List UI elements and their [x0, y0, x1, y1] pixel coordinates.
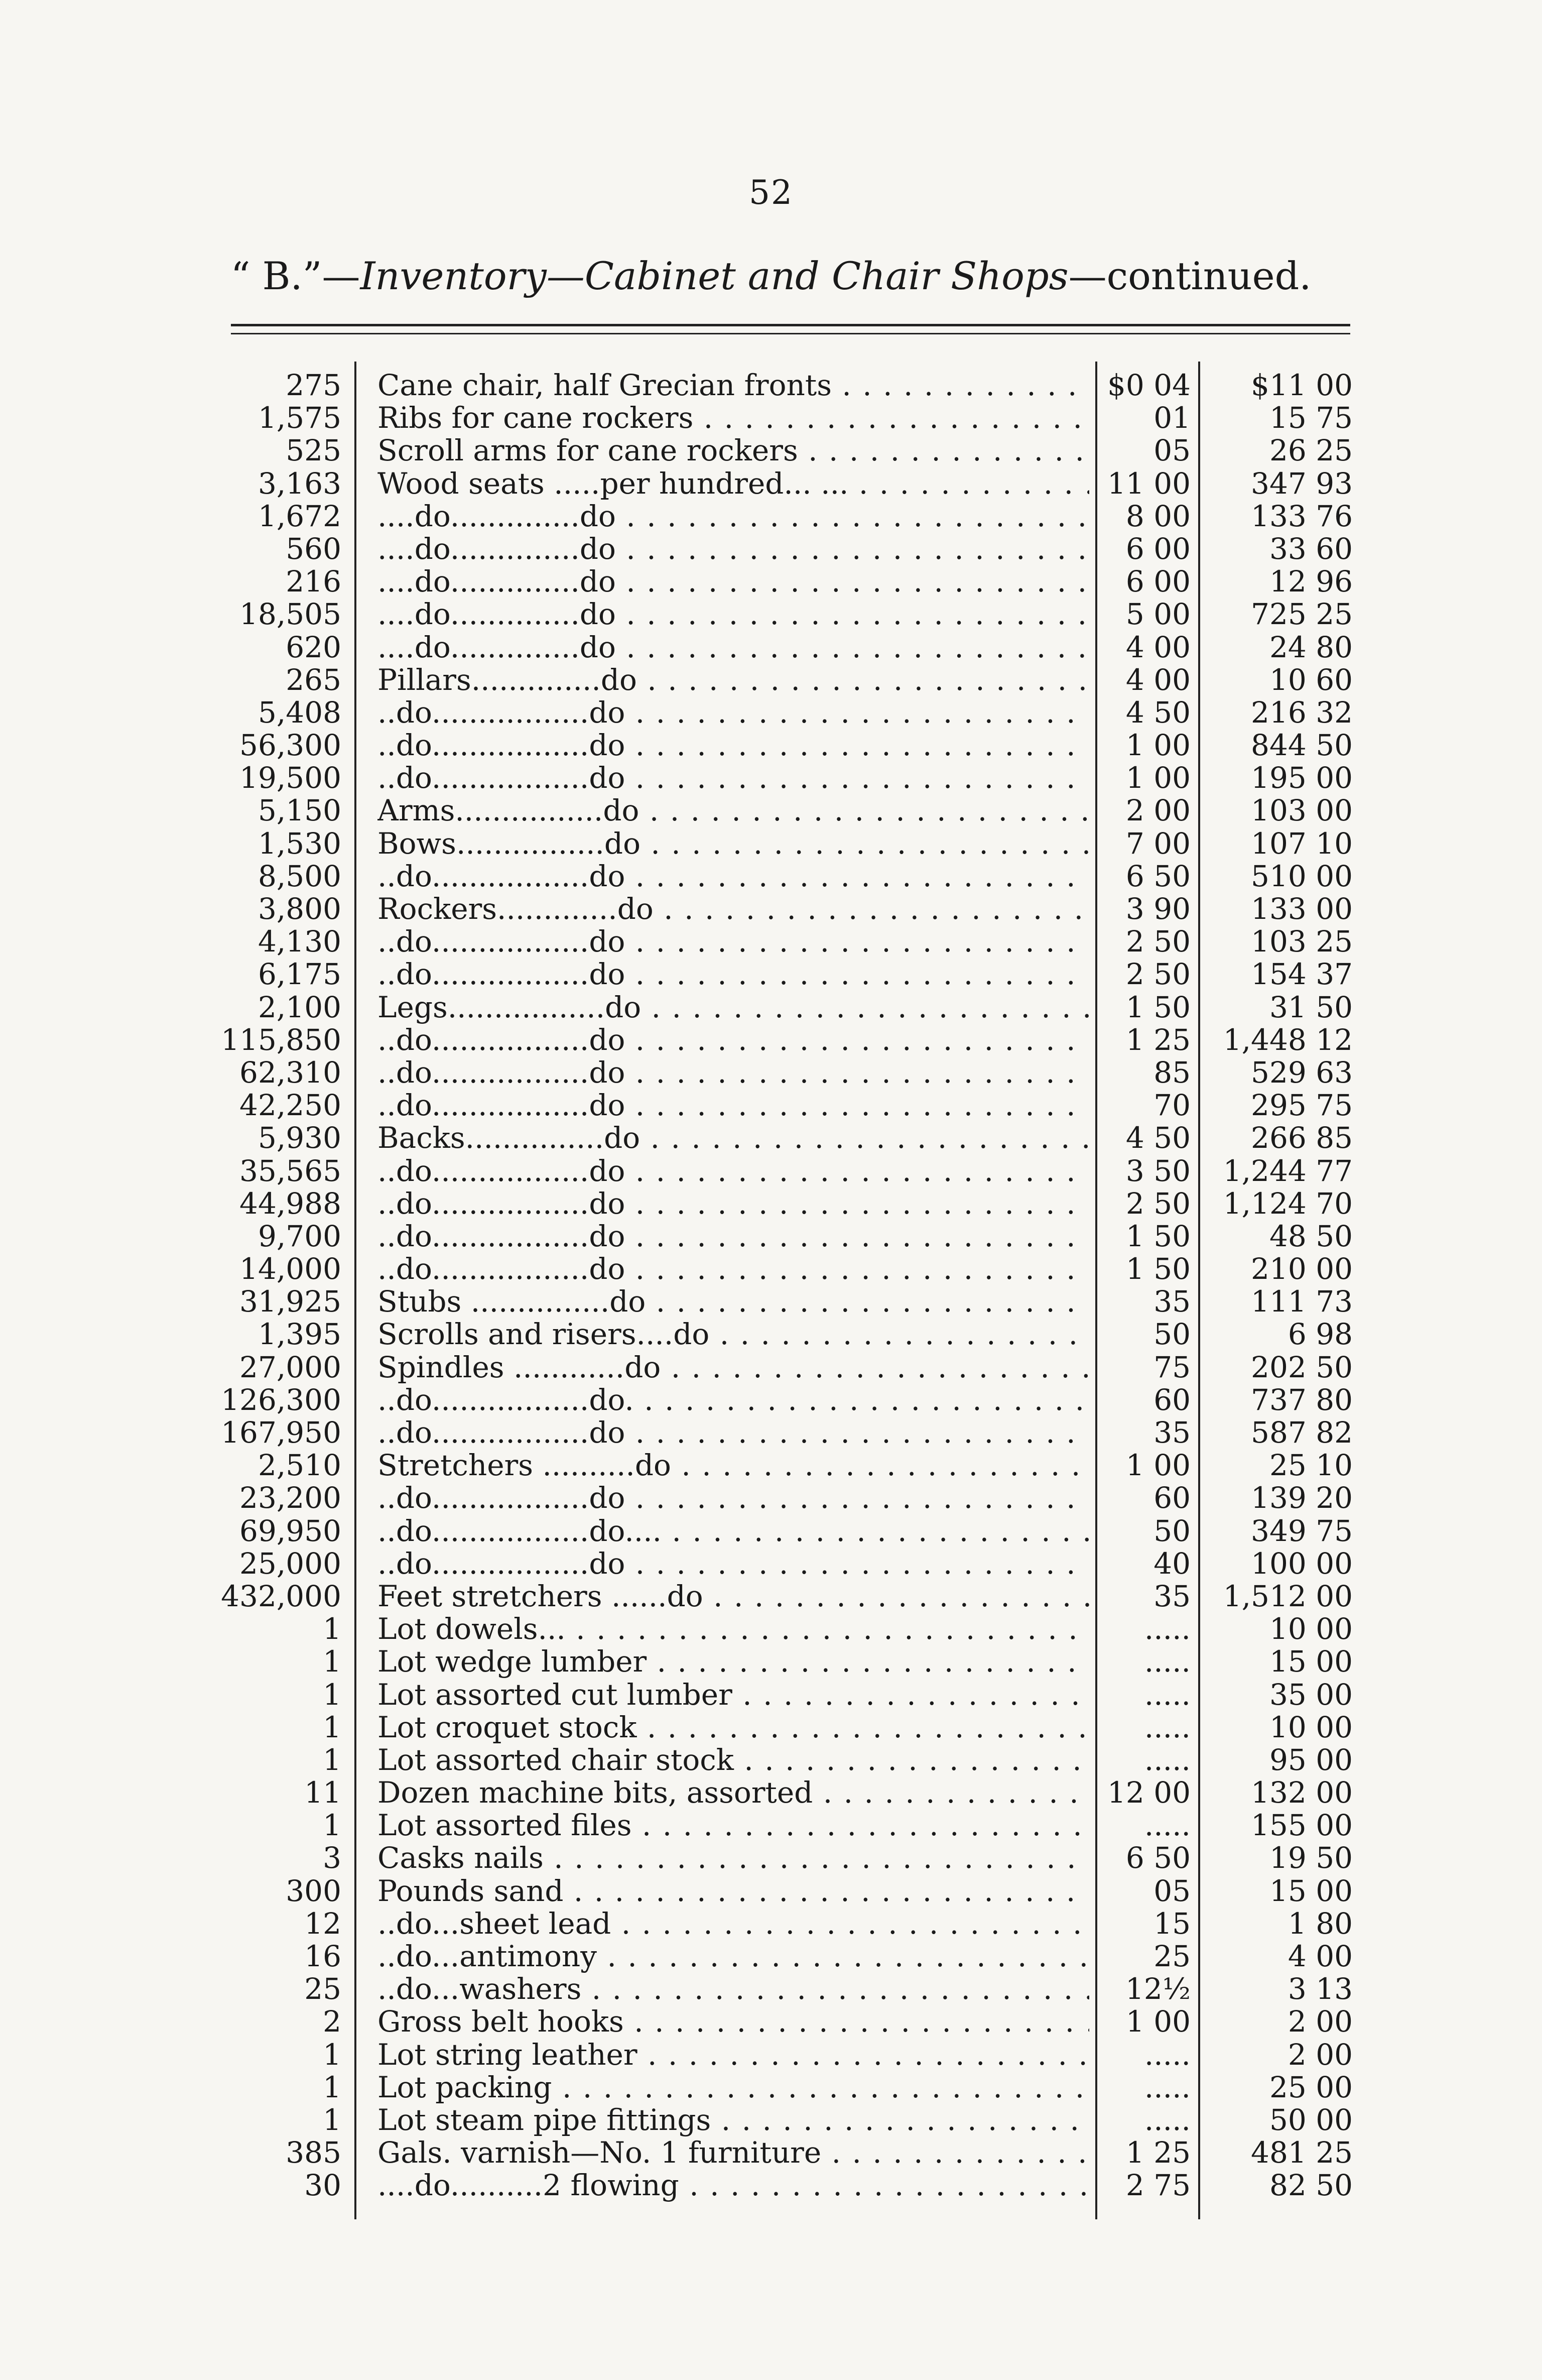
- table-row: [0, 1809, 1542, 1842]
- total-cell: 1 80: [1288, 1906, 1353, 1941]
- table-row: [0, 631, 1542, 664]
- rate-cell: 12 00: [1107, 1775, 1191, 1810]
- quantity-cell: 115,850: [221, 1022, 341, 1057]
- table-row: [0, 1776, 1542, 1809]
- description-cell: Stretchers ..........do . . .: [377, 1449, 1089, 1482]
- table-row: [0, 794, 1542, 827]
- description-cell: Lot wedge lumber . . .: [377, 1645, 1089, 1678]
- quantity-cell: 2,100: [258, 990, 341, 1024]
- description-cell: Lot croquet stock . . .: [377, 1711, 1089, 1744]
- total-cell: 107 10: [1251, 826, 1353, 861]
- table-row: [0, 1253, 1542, 1285]
- table-row: [0, 1089, 1542, 1122]
- quantity-cell: 5,150: [258, 793, 341, 828]
- quantity-cell: 1,395: [258, 1317, 341, 1352]
- quantity-cell: 16: [304, 1939, 341, 1973]
- total-cell: 132 00: [1251, 1775, 1353, 1810]
- rate-cell: 1 00: [1125, 761, 1191, 795]
- total-cell: 95 00: [1269, 1742, 1353, 1777]
- description-cell: Casks nails . . .: [377, 1842, 1089, 1874]
- table-row: [0, 762, 1542, 794]
- header-rule-thin: [231, 333, 1350, 334]
- description-cell: Rockers.............do . . .: [377, 893, 1089, 925]
- rate-cell: 8 00: [1125, 499, 1191, 533]
- rate-cell: 12½: [1125, 1972, 1191, 2006]
- description-cell: ..do.................do . . .: [377, 696, 1089, 729]
- description-cell: ..do.................do . . .: [377, 1089, 1089, 1122]
- table-row: [0, 1482, 1542, 1514]
- total-cell: 844 50: [1251, 728, 1353, 763]
- total-cell: 10 60: [1269, 662, 1353, 697]
- quantity-cell: 265: [286, 662, 341, 697]
- rate-cell: 4 00: [1125, 630, 1191, 664]
- table-row: [0, 369, 1542, 402]
- title-prefix: “ B.”—: [230, 254, 360, 298]
- page-title: [0, 254, 1542, 298]
- quantity-cell: 3,800: [258, 892, 341, 926]
- table-row: [0, 1548, 1542, 1580]
- description-cell: ..do.................do . . .: [377, 860, 1089, 893]
- quantity-cell: 4,130: [258, 924, 341, 959]
- description-cell: Feet stretchers ......do . . .: [377, 1580, 1089, 1613]
- description-cell: Stubs ...............do . . .: [377, 1285, 1089, 1318]
- total-cell: 10 00: [1269, 1612, 1353, 1646]
- total-cell: 1,512 00: [1223, 1579, 1353, 1613]
- quantity-cell: 1,530: [258, 826, 341, 861]
- rate-cell: .....: [1144, 1742, 1191, 1777]
- total-cell: 12 96: [1269, 564, 1353, 599]
- rate-cell: 4 00: [1125, 662, 1191, 697]
- quantity-cell: 25: [304, 1972, 341, 2006]
- table-row: [0, 1613, 1542, 1645]
- table-row: [0, 893, 1542, 925]
- description-cell: ....do..............do . . .: [377, 598, 1089, 631]
- total-cell: 15 75: [1269, 401, 1353, 435]
- rate-cell: 4 50: [1125, 695, 1191, 730]
- table-row: [0, 696, 1542, 729]
- description-cell: ....do..............do . . .: [377, 565, 1089, 598]
- description-cell: Lot assorted chair stock . . .: [377, 1744, 1089, 1776]
- table-row: [0, 991, 1542, 1024]
- total-cell: 2 00: [1288, 2004, 1353, 2039]
- title-suffix: —continued.: [1068, 254, 1312, 298]
- rate-cell: 50: [1153, 1317, 1191, 1352]
- quantity-cell: 56,300: [239, 728, 341, 763]
- description-cell: ..do.................do.... . . .: [377, 1515, 1089, 1548]
- quantity-cell: 1: [323, 1808, 341, 1843]
- quantity-cell: 126,300: [221, 1382, 341, 1417]
- quantity-cell: 30: [304, 2168, 341, 2203]
- total-cell: 216 32: [1251, 695, 1353, 730]
- description-cell: ....do..........2 flowing . . .: [377, 2169, 1089, 2202]
- rate-cell: 60: [1153, 1382, 1191, 1417]
- table-row: [0, 1318, 1542, 1351]
- rate-cell: 35: [1153, 1415, 1191, 1450]
- total-cell: 202 50: [1251, 1350, 1353, 1384]
- total-cell: 1,244 77: [1223, 1153, 1353, 1188]
- total-cell: 6 98: [1288, 1317, 1353, 1352]
- rate-cell: 1 00: [1125, 2004, 1191, 2039]
- total-cell: 31 50: [1269, 990, 1353, 1024]
- rate-cell: 2 75: [1125, 2168, 1191, 2203]
- total-cell: 347 93: [1251, 466, 1353, 501]
- quantity-cell: 27,000: [239, 1350, 341, 1384]
- description-cell: ..do.................do . . .: [377, 1220, 1089, 1253]
- description-cell: Lot steam pipe fittings . . .: [377, 2104, 1089, 2136]
- table-row: [0, 1645, 1542, 1678]
- table-row: [0, 1515, 1542, 1548]
- total-cell: 3 13: [1288, 1972, 1353, 2006]
- rate-cell: 7 00: [1125, 826, 1191, 861]
- quantity-cell: 1: [323, 1612, 341, 1646]
- rate-cell: 05: [1153, 433, 1191, 468]
- description-cell: ..do...antimony . . .: [377, 1940, 1089, 1973]
- quantity-cell: 42,250: [239, 1088, 341, 1123]
- rate-cell: 2 50: [1125, 1186, 1191, 1221]
- table-row: [0, 533, 1542, 565]
- quantity-cell: 300: [286, 1873, 341, 1908]
- rate-cell: 3 50: [1125, 1153, 1191, 1188]
- table-row: [0, 1875, 1542, 1908]
- table-row: [0, 1580, 1542, 1613]
- total-cell: 100 00: [1251, 1546, 1353, 1581]
- description-cell: Gross belt hooks . . .: [377, 2005, 1089, 2038]
- quantity-cell: 5,408: [258, 695, 341, 730]
- total-cell: 25 10: [1269, 1448, 1353, 1483]
- total-cell: $11 00: [1251, 368, 1353, 402]
- description-cell: Pounds sand . . .: [377, 1875, 1089, 1908]
- description-cell: ..do.................do . . .: [377, 1253, 1089, 1285]
- quantity-cell: 167,950: [221, 1415, 341, 1450]
- rate-cell: 1 25: [1125, 2135, 1191, 2170]
- rate-cell: 4 50: [1125, 1121, 1191, 1155]
- description-cell: ..do.................do . . .: [377, 1155, 1089, 1187]
- table-row: [0, 1940, 1542, 1973]
- total-cell: 15 00: [1269, 1644, 1353, 1679]
- rate-cell: 6 00: [1125, 531, 1191, 566]
- quantity-cell: 275: [286, 368, 341, 402]
- title-italic: Inventory—Cabinet and Chair Shops: [360, 254, 1069, 298]
- rate-cell: 15: [1153, 1906, 1191, 1941]
- rate-cell: .....: [1144, 1710, 1191, 1744]
- total-cell: 111 73: [1251, 1284, 1353, 1319]
- total-cell: 587 82: [1251, 1415, 1353, 1450]
- rate-cell: 1 00: [1125, 728, 1191, 763]
- quantity-cell: 9,700: [258, 1219, 341, 1253]
- total-cell: 33 60: [1269, 531, 1353, 566]
- description-cell: ....do..............do . . .: [377, 533, 1089, 565]
- total-cell: 48 50: [1269, 1219, 1353, 1253]
- quantity-cell: 560: [286, 531, 341, 566]
- total-cell: 133 00: [1251, 892, 1353, 926]
- table-row: [0, 1744, 1542, 1776]
- rate-cell: 6 50: [1125, 859, 1191, 893]
- quantity-cell: 6,175: [258, 957, 341, 992]
- total-cell: 195 00: [1251, 761, 1353, 795]
- description-cell: ..do...sheet lead . . .: [377, 1908, 1089, 1940]
- table-row: [0, 2104, 1542, 2136]
- table-row: [0, 729, 1542, 762]
- table-row: [0, 860, 1542, 893]
- quantity-cell: 216: [286, 564, 341, 599]
- quantity-cell: 1: [323, 2037, 341, 2072]
- quantity-cell: 1: [323, 1710, 341, 1744]
- rate-cell: 6 00: [1125, 564, 1191, 599]
- quantity-cell: 31,925: [239, 1284, 341, 1319]
- quantity-cell: 69,950: [239, 1513, 341, 1548]
- table-row: [0, 402, 1542, 434]
- page-number: 52: [749, 173, 793, 212]
- total-cell: 510 00: [1251, 859, 1353, 893]
- table-row: [0, 2071, 1542, 2104]
- description-cell: ..do...washers . . .: [377, 1973, 1089, 2005]
- table-row: [0, 1973, 1542, 2005]
- total-cell: 133 76: [1251, 499, 1353, 533]
- description-cell: Lot dowels... . . .: [377, 1613, 1089, 1645]
- table-row: [0, 1908, 1542, 1940]
- table-row: [0, 1155, 1542, 1187]
- total-cell: 103 25: [1251, 924, 1353, 959]
- total-cell: 155 00: [1251, 1808, 1353, 1843]
- rate-cell: 6 50: [1125, 1841, 1191, 1875]
- table-row: [0, 1842, 1542, 1874]
- total-cell: 19 50: [1269, 1841, 1353, 1875]
- description-cell: ..do.................do . . .: [377, 762, 1089, 794]
- table-row: [0, 1122, 1542, 1154]
- description-cell: Spindles ............do . . .: [377, 1351, 1089, 1384]
- quantity-cell: 2,510: [258, 1448, 341, 1483]
- total-cell: 266 85: [1251, 1121, 1353, 1155]
- rate-cell: 1 50: [1125, 1252, 1191, 1286]
- quantity-cell: 3: [323, 1841, 341, 1875]
- table-row: [0, 958, 1542, 991]
- description-cell: Pillars..............do . . .: [377, 664, 1089, 696]
- total-cell: 210 00: [1251, 1252, 1353, 1286]
- description-cell: Dozen machine bits, assorted . . .: [377, 1776, 1089, 1809]
- description-cell: Lot assorted files . . .: [377, 1809, 1089, 1842]
- total-cell: 529 63: [1251, 1055, 1353, 1090]
- quantity-cell: 1,672: [258, 499, 341, 533]
- quantity-cell: 11: [304, 1775, 341, 1810]
- description-cell: Cane chair, half Grecian fronts . . .: [377, 369, 1089, 402]
- total-cell: 481 25: [1251, 2135, 1353, 2170]
- table-row: [0, 1711, 1542, 1744]
- quantity-cell: 12: [304, 1906, 341, 1941]
- description-cell: Bows................do . . .: [377, 827, 1089, 860]
- rate-cell: 1 25: [1125, 1022, 1191, 1057]
- description-cell: ....do..............do . . .: [377, 500, 1089, 533]
- total-cell: 349 75: [1251, 1513, 1353, 1548]
- rate-cell: 5 00: [1125, 597, 1191, 632]
- total-cell: 154 37: [1251, 957, 1353, 992]
- table-row: [0, 1220, 1542, 1253]
- total-cell: 1,124 70: [1223, 1186, 1353, 1221]
- table-row: [0, 1384, 1542, 1416]
- total-cell: 10 00: [1269, 1710, 1353, 1744]
- description-cell: Gals. varnish—No. 1 furniture . . .: [377, 2136, 1089, 2169]
- table-row: [0, 598, 1542, 631]
- quantity-cell: 1: [323, 2102, 341, 2137]
- table-row: [0, 1679, 1542, 1711]
- rate-cell: 70: [1153, 1088, 1191, 1123]
- description-cell: ..do.................do. . . .: [377, 1384, 1089, 1416]
- table-row: [0, 467, 1542, 500]
- description-cell: ..do.................do . . .: [377, 925, 1089, 958]
- rate-cell: 1 00: [1125, 1448, 1191, 1483]
- rate-cell: 2 50: [1125, 924, 1191, 959]
- quantity-cell: 385: [286, 2135, 341, 2170]
- total-cell: 24 80: [1269, 630, 1353, 664]
- description-cell: Lot string leather . . .: [377, 2039, 1089, 2071]
- table-row: [0, 827, 1542, 860]
- rate-cell: .....: [1144, 2070, 1191, 2104]
- table-row: [0, 434, 1542, 467]
- quantity-cell: 18,505: [239, 597, 341, 632]
- quantity-cell: 525: [286, 433, 341, 468]
- total-cell: 295 75: [1251, 1088, 1353, 1123]
- inventory-table: [0, 369, 1542, 2202]
- quantity-cell: 8,500: [258, 859, 341, 893]
- table-row: [0, 1285, 1542, 1318]
- quantity-cell: 62,310: [239, 1055, 341, 1090]
- rate-cell: 35: [1153, 1579, 1191, 1613]
- rate-cell: 3 90: [1125, 892, 1191, 926]
- quantity-cell: 1: [323, 1644, 341, 1679]
- table-row: [0, 500, 1542, 533]
- quantity-cell: 44,988: [239, 1186, 341, 1221]
- quantity-cell: 35,565: [239, 1153, 341, 1188]
- description-cell: ..do.................do . . .: [377, 958, 1089, 991]
- table-row: [0, 1416, 1542, 1449]
- table-row: [0, 565, 1542, 598]
- total-cell: 25 00: [1269, 2070, 1353, 2104]
- total-cell: 82 50: [1269, 2168, 1353, 2203]
- quantity-cell: 14,000: [239, 1252, 341, 1286]
- quantity-cell: 432,000: [221, 1579, 341, 1613]
- total-cell: 737 80: [1251, 1382, 1353, 1417]
- description-cell: Arms................do . . .: [377, 794, 1089, 827]
- table-row: [0, 1024, 1542, 1056]
- description-cell: Scrolls and risers....do . . .: [377, 1318, 1089, 1351]
- rate-cell: 05: [1153, 1873, 1191, 1908]
- table-row: [0, 664, 1542, 696]
- rate-cell: $0 04: [1107, 368, 1191, 402]
- total-cell: 26 25: [1269, 433, 1353, 468]
- rate-cell: .....: [1144, 1677, 1191, 1712]
- total-cell: 103 00: [1251, 793, 1353, 828]
- total-cell: 1,448 12: [1223, 1022, 1353, 1057]
- table-row: [0, 2169, 1542, 2202]
- quantity-cell: 1,575: [258, 401, 341, 435]
- rate-cell: 35: [1153, 1284, 1191, 1319]
- quantity-cell: 25,000: [239, 1546, 341, 1581]
- rate-cell: .....: [1144, 2102, 1191, 2137]
- description-cell: Lot assorted cut lumber . . .: [377, 1679, 1089, 1711]
- rate-cell: 60: [1153, 1481, 1191, 1515]
- description-cell: Scroll arms for cane rockers . . .: [377, 434, 1089, 467]
- total-cell: 2 00: [1288, 2037, 1353, 2072]
- rate-cell: 1 50: [1125, 990, 1191, 1024]
- table-row: [0, 925, 1542, 958]
- total-cell: 35 00: [1269, 1677, 1353, 1712]
- quantity-cell: 3,163: [258, 466, 341, 501]
- rate-cell: 2 50: [1125, 957, 1191, 992]
- rate-cell: 40: [1153, 1546, 1191, 1581]
- rate-cell: 50: [1153, 1513, 1191, 1548]
- description-cell: Wood seats .....per hundred... ... . . .: [377, 467, 1089, 500]
- header-rule-thick: [231, 324, 1350, 326]
- rate-cell: .....: [1144, 1612, 1191, 1646]
- description-cell: ..do.................do . . .: [377, 729, 1089, 762]
- quantity-cell: 1: [323, 2070, 341, 2104]
- rate-cell: .....: [1144, 1808, 1191, 1843]
- rate-cell: .....: [1144, 2037, 1191, 2072]
- quantity-cell: 1: [323, 1742, 341, 1777]
- description-cell: Legs.................do . . .: [377, 991, 1089, 1024]
- description-cell: Ribs for cane rockers . . .: [377, 402, 1089, 434]
- table-row: [0, 2039, 1542, 2071]
- total-cell: 139 20: [1251, 1481, 1353, 1515]
- description-cell: ....do..............do . . .: [377, 631, 1089, 664]
- rate-cell: 11 00: [1107, 466, 1191, 501]
- table-row: [0, 2005, 1542, 2038]
- quantity-cell: 19,500: [239, 761, 341, 795]
- quantity-cell: 2: [323, 2004, 341, 2039]
- quantity-cell: 23,200: [239, 1481, 341, 1515]
- rate-cell: 85: [1153, 1055, 1191, 1090]
- description-cell: ..do.................do . . .: [377, 1482, 1089, 1514]
- quantity-cell: 1: [323, 1677, 341, 1712]
- quantity-cell: 620: [286, 630, 341, 664]
- description-cell: ..do.................do . . .: [377, 1024, 1089, 1056]
- description-cell: ..do.................do . . .: [377, 1056, 1089, 1089]
- total-cell: 15 00: [1269, 1873, 1353, 1908]
- rate-cell: 1 50: [1125, 1219, 1191, 1253]
- description-cell: Backs...............do . . .: [377, 1122, 1089, 1154]
- rate-cell: 25: [1153, 1939, 1191, 1973]
- quantity-cell: 5,930: [258, 1121, 341, 1155]
- table-row: [0, 1449, 1542, 1482]
- rate-cell: 01: [1153, 401, 1191, 435]
- table-row: [0, 1187, 1542, 1220]
- total-cell: 50 00: [1269, 2102, 1353, 2137]
- description-cell: ..do.................do . . .: [377, 1416, 1089, 1449]
- table-row: [0, 2136, 1542, 2169]
- rate-cell: 2 00: [1125, 793, 1191, 828]
- description-cell: Lot packing . . .: [377, 2071, 1089, 2104]
- rate-cell: .....: [1144, 1644, 1191, 1679]
- description-cell: ..do.................do . . .: [377, 1548, 1089, 1580]
- total-cell: 725 25: [1251, 597, 1353, 632]
- table-row: [0, 1056, 1542, 1089]
- description-cell: ..do.................do . . .: [377, 1187, 1089, 1220]
- total-cell: 4 00: [1288, 1939, 1353, 1973]
- rate-cell: 75: [1153, 1350, 1191, 1384]
- table-row: [0, 1351, 1542, 1384]
